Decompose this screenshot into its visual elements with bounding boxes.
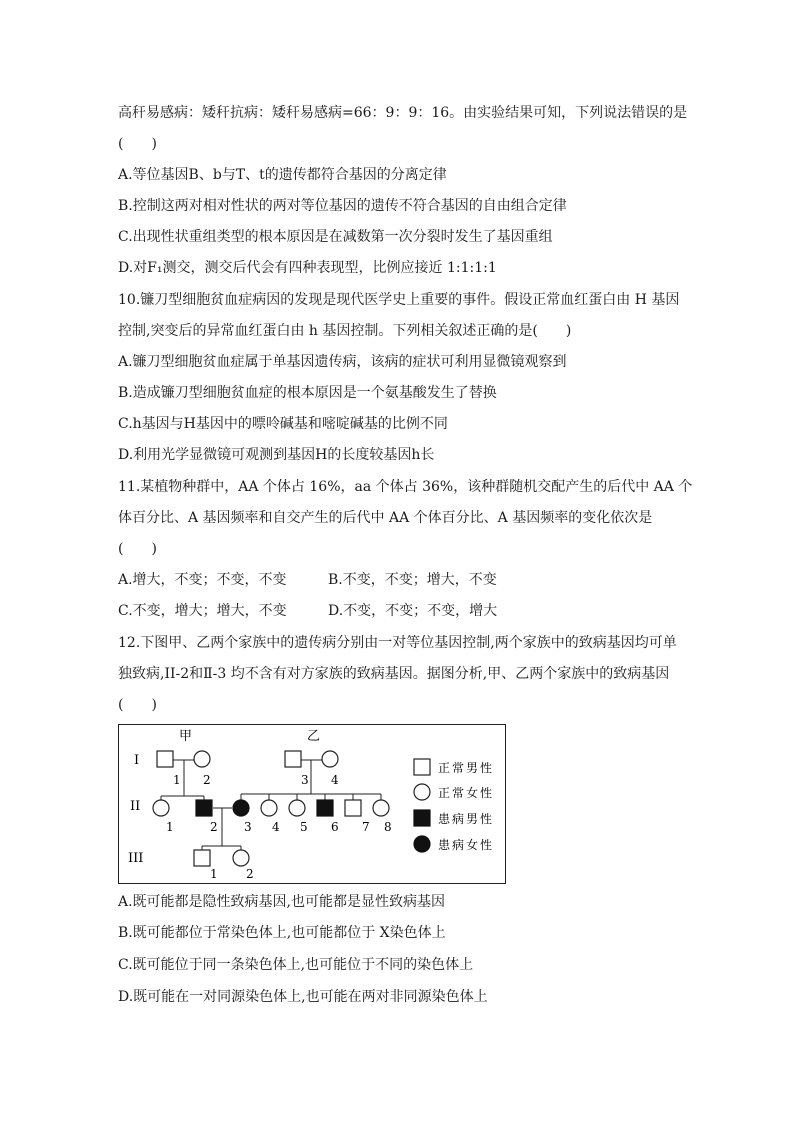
q11-stem-line1: 11.某植物种群中，AA 个体占 16%，aa 个体占 36%，该种群随机交配产生的后代中 AA 个 [118, 479, 693, 495]
normal-male-i1 [157, 751, 173, 767]
legend-normal-female-icon [414, 784, 430, 800]
q10-option-c: C.h基因与H基因中的嘌呤碱基和嘧啶碱基的比例不同 [118, 416, 448, 432]
normal-female-ii8 [373, 800, 389, 816]
q12-answer-blank: ( ) [118, 697, 157, 713]
normal-female-i2 [194, 751, 210, 767]
normal-female-ii5 [289, 800, 305, 816]
normal-female-ii1 [153, 800, 169, 816]
generation-label-i: I [134, 753, 140, 768]
number-ii8: 8 [384, 820, 392, 834]
normal-female-iii2 [233, 850, 249, 866]
number-i4: 4 [331, 773, 339, 787]
number-ii6: 6 [331, 820, 339, 834]
affected-male-ii2 [196, 800, 212, 816]
q10-option-b: B.造成镰刀型细胞贫血症的根本原因是一个氨基酸发生了替换 [118, 385, 497, 401]
q11-stem-line2: 体百分比、A 基因频率和自交产生的后代中 AA 个体百分比、A 基因频率的变化依次是 [118, 510, 653, 526]
legend-normal-female-label: 正常女性 [438, 786, 495, 800]
number-ii2: 2 [210, 820, 218, 834]
number-ii4: 4 [272, 820, 280, 834]
q12-option-b: B.既可能都位于常染色体上,也可能都位于 X染色体上 [118, 925, 446, 941]
legend-affected-female-icon [414, 836, 430, 852]
q9-option-a: A.等位基因B、b与T、t的遗传都符合基因的分离定律 [118, 167, 447, 183]
q12-option-d: D.既可能在一对同源染色体上,也可能在两对非同源染色体上 [118, 989, 488, 1005]
q11-option-c: C.不变，增大；增大，不变 [118, 603, 287, 619]
q12-option-c: C.既可能位于同一条染色体上,也可能位于不同的染色体上 [118, 957, 474, 973]
q9-option-b: B.控制这两对相对性状的两对等位基因的遗传不符合基因的自由组合定律 [118, 198, 567, 214]
q10-option-a: A.镰刀型细胞贫血症属于单基因遗传病，该病的症状可利用显微镜观察到 [118, 354, 567, 370]
generation-label-ii: II [130, 799, 141, 814]
normal-male-i3 [285, 751, 301, 767]
legend-normal-male-icon [414, 759, 430, 775]
figure-border [119, 725, 506, 884]
q11-answer-blank: ( ) [118, 541, 157, 557]
q9-answer-blank: ( ) [118, 136, 157, 152]
number-ii1: 1 [166, 820, 174, 834]
number-ii3: 3 [244, 820, 252, 834]
number-i2: 2 [203, 773, 211, 787]
legend-affected-female-label: 患病女性 [438, 838, 495, 852]
number-i1: 1 [173, 773, 181, 787]
number-iii1: 1 [210, 867, 218, 881]
q9-option-d: D.对F₁测交，测交后代会有四种表现型，比例应接近 1:1:1:1 [118, 260, 497, 276]
pedigree-chart [118, 724, 506, 884]
q11-option-d: D.不变，不变；不变，增大 [328, 603, 498, 619]
q9-option-c: C.出现性状重组类型的根本原因是在减数第一次分裂时发生了基因重组 [118, 229, 553, 245]
family-label-yi: 乙 [307, 729, 321, 744]
affected-male-ii6 [317, 800, 333, 816]
number-ii5: 5 [300, 820, 308, 834]
family-label-jia: 甲 [179, 729, 193, 744]
number-iii2: 2 [246, 867, 254, 881]
normal-male-ii7 [345, 800, 361, 816]
normal-male-iii1 [194, 850, 210, 866]
generation-label-iii: III [128, 851, 144, 866]
q11-option-b: B.不变，不变；增大，不变 [328, 572, 497, 588]
affected-female-ii3 [233, 800, 249, 816]
number-i3: 3 [301, 773, 309, 787]
number-ii7: 7 [362, 820, 370, 834]
pedigree-figure [118, 724, 506, 884]
normal-female-ii4 [261, 800, 277, 816]
legend-affected-male-label: 患病男性 [438, 812, 495, 826]
legend-affected-male-icon [414, 810, 430, 826]
q12-stem-line2: 独致病,II-2和Ⅱ-3 均不含有对方家族的致病基因。据图分析,甲、乙两个家族中的致病基因 [118, 666, 670, 682]
q12-stem-line1: 12.下图甲、乙两个家族中的遗传病分别由一对等位基因控制,两个家族中的致病基因均可单 [118, 635, 677, 651]
q10-stem-line2: 控制,突变后的异常血红蛋白由 h 基因控制。下列相关叙述正确的是( ) [118, 323, 572, 339]
q12-option-a: A.既可能都是隐性致病基因,也可能都是显性致病基因 [118, 894, 446, 910]
q10-stem-line1: 10.镰刀型细胞贫血症病因的发现是现代医学史上重要的事件。假设正常血红蛋白由 H 基因 [118, 292, 680, 308]
normal-female-i4 [322, 751, 338, 767]
q10-option-d: D.利用光学显微镜可观测到基因H的长度较基因h长 [118, 447, 435, 463]
legend-normal-male-label: 正常男性 [438, 761, 495, 775]
q11-option-a: A.增大，不变；不变，不变 [118, 572, 287, 588]
q9-stem-text: 高秆易感病：矮秆抗病：矮秆易感病=66：9：9：16。由实验结果可知，下列说法错误的是 [118, 105, 688, 121]
